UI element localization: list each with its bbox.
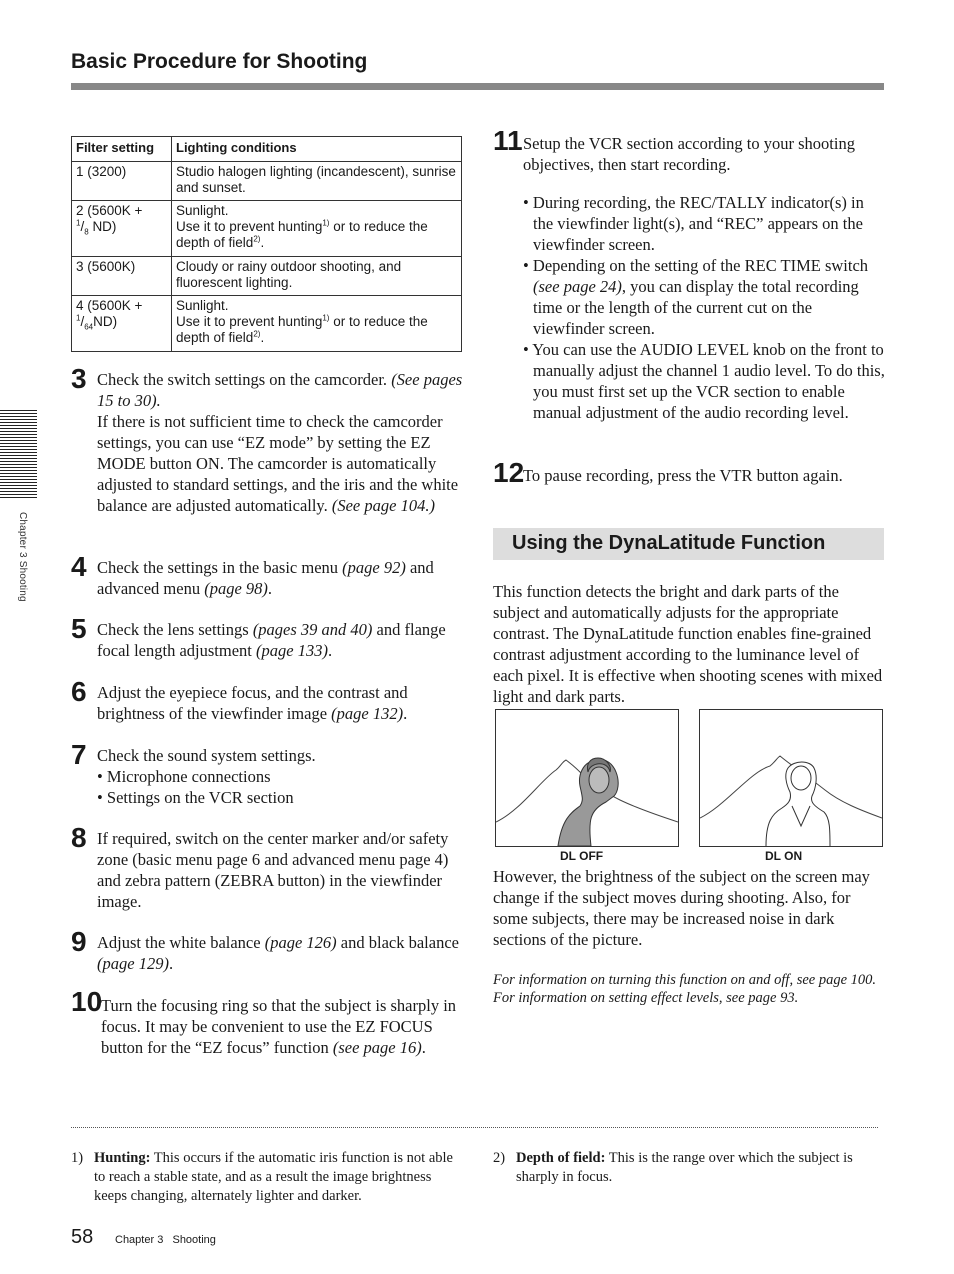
step-8: 8 If required, switch on the center marker and/or safety zone (basic menu page 6 and advanced menu page 4) and zebra pattern (ZEBRA button) in the viewfinder image. <box>71 822 449 911</box>
figure-caption-dl-off: DL OFF <box>560 849 604 863</box>
section-title: Using the DynaLatitude Function <box>512 532 826 554</box>
step-12: 12 To pause recording, press the VTR button again. <box>493 457 843 488</box>
step-number: 7 <box>71 739 87 770</box>
step-10: 10 Turn the focusing ring so that the subject is sharply in focus. It may be convenient to use the EZ FOCUS button for the “EZ focus” function (see page 16). <box>71 986 457 1057</box>
figure-dl-off <box>495 709 679 847</box>
step-number: 8 <box>71 822 87 853</box>
footnote-1: 1) Hunting: This occurs if the automatic iris function is not able to reach a stable state, and as a result the image brightness keeps changing, alternately lighter and darker. <box>71 1150 453 1204</box>
figure-dl-on <box>699 709 883 847</box>
title-rule <box>71 83 884 90</box>
table-cell-setting: 4 (5600K + $^1/_{64}ND$) <box>72 296 172 352</box>
table-cell-conditions: Studio halogen lighting (incandescent), sunrise and sunset. <box>172 162 462 201</box>
chapter-tab <box>0 410 37 498</box>
step-number: 5 <box>71 613 87 644</box>
step-number: 6 <box>71 676 87 707</box>
step-number: 4 <box>71 551 87 582</box>
table-row <box>72 296 462 352</box>
table-cell-setting: 2 (5600K + $^1/_8$ ND) <box>72 201 172 257</box>
table-header-row <box>72 137 462 162</box>
table-row <box>72 162 462 201</box>
table-row <box>72 257 462 296</box>
section-paragraph-2: However, the brightness of the subject on the screen may change if the subject moves during shooting. Also, for some subjects, there may be increased noise in dark sections of the picture. <box>493 867 870 949</box>
step-number: 3 <box>71 363 87 394</box>
woman-illustration-dark-icon <box>496 710 678 846</box>
table-header-lighting: Lighting conditions <box>172 137 462 162</box>
table-cell-setting: 3 (5600K) <box>72 257 172 296</box>
table-cell-conditions: Sunlight. Use it to prevent hunting$^{1)}$ or to reduce the depth of field$^{2)}$. <box>172 201 462 257</box>
step-11: 11 Setup the VCR section according to your shooting objectives, then start recording. • During recording, the REC/TALLY indicator(s) in the viewfinder light(s), and “REC” appears on the viewfinder screen. • Depending on the setting of the REC TIME switch (see page 24), you can display the total recording time or the length of the current cut on the viewfinder screen. • You can use the AUDIO LEVEL knob on the front to manually adjust the channel 1 audio level. To do this, you must first set up the VCR section to enable manual adjustment of the audio recording level. <box>493 125 885 422</box>
page-title: Basic Procedure for Shooting <box>71 50 368 73</box>
figure-caption-dl-on: DL ON <box>765 849 803 863</box>
step-6: 6 Adjust the eyepiece focus, and the contrast and brightness of the viewfinder image (page 132). <box>71 676 408 723</box>
table-cell-setting: 1 (3200) <box>72 162 172 201</box>
step-number: 11 <box>493 125 523 156</box>
section-heading-bar <box>493 528 884 560</box>
table-header-filter: Filter setting <box>72 137 172 162</box>
table-row <box>72 201 462 257</box>
footnote-divider <box>71 1127 878 1128</box>
chapter-tab-label: Chapter 3 Shooting <box>17 512 28 602</box>
woman-illustration-bright-icon <box>700 710 882 846</box>
step-7: 7 Check the sound system settings. • Microphone connections • Settings on the VCR section <box>71 739 316 807</box>
step-number: 10 <box>71 986 103 1017</box>
section-paragraph-1: This function detects the bright and dark parts of the subject and automatically adjusts for the appropriate contrast. The DynaLatitude function enables fine-grained contrast adjustment according to the luminance level of each pixel. It is effective when shooting scenes with mixed light and dark parts. <box>493 582 883 706</box>
step-3: 3 Check the switch settings on the camcorder. (See pages 15 to 30). If there is not sufficient time to check the camcorder settings, you can use “EZ mode” by setting the EZ MODE button ON. The camcorder is automatically adjusted to standard settings, and the iris and the white balance are adjusted automatically. (See page 104.) <box>71 363 463 515</box>
footnote-2: 2) Depth of field: This is the range over which the subject is sharply in focus. <box>493 1150 853 1185</box>
step-4: 4 Check the settings in the basic menu (page 92) and advanced menu (page 98). <box>71 551 434 598</box>
section-note: For information on turning this function on and off, see page 100. For information on setting effect levels, see page 93. <box>493 972 877 1006</box>
filter-setting-table <box>71 136 462 352</box>
table-cell-conditions: Cloudy or rainy outdoor shooting, and fluorescent lighting. <box>172 257 462 296</box>
table-cell-conditions: Sunlight. Use it to prevent hunting$^{1)}$ or to reduce the depth of field$^{2)}$. <box>172 296 462 352</box>
footer-chapter: Chapter 3 Shooting <box>115 1234 216 1246</box>
page-number: 58 <box>71 1226 94 1248</box>
step-number: 9 <box>71 926 87 957</box>
step-number: 12 <box>493 457 525 488</box>
step-5: 5 Check the lens settings (pages 39 and 40) and flange focal length adjustment (page 133). <box>71 613 446 660</box>
step-9: 9 Adjust the white balance (page 126) and black balance (page 129). <box>71 926 459 973</box>
